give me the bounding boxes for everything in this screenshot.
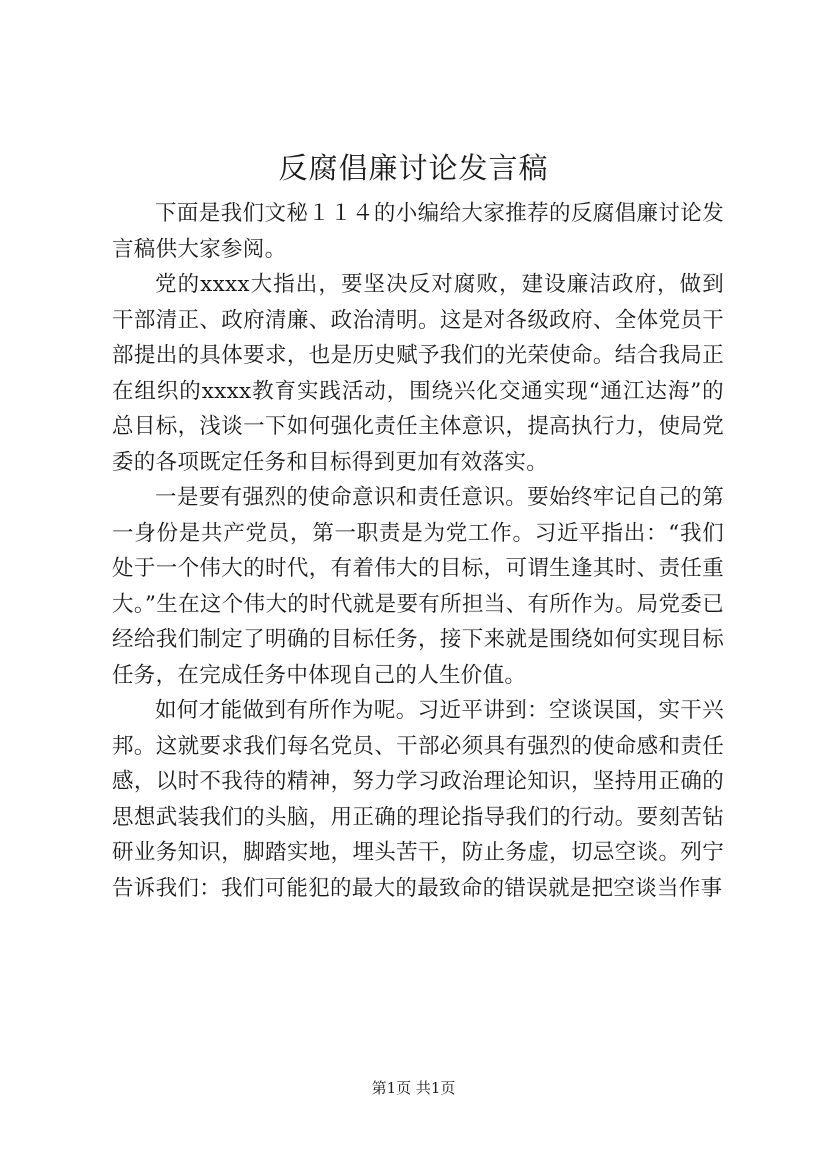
- document-title: 反腐倡廉讨论发言稿: [278, 151, 549, 185]
- paragraph-intro: 下面是我们文秘１１４的小编给大家推荐的反腐倡廉讨论发言稿供大家参阅。: [112, 201, 724, 262]
- page-footer: 第1页 共1页: [371, 1079, 456, 1097]
- paragraph-party-congress: 党的xxxx大指出，要坚决反对腐败，建设廉洁政府，做到干部清正、政府清廉、政治清明。这是对各级政府、全体党员干部提出的具体要求，也是历史赋予我们的光荣使命。结合我局正在组织的xxxx教育实践活动，围绕兴化交通实现“通江达海”的总目标，浅谈一下如何强化责任主体意识，提高执行力，使局党委的各项既定任务和目标得到更加有效落实。: [112, 272, 724, 475]
- paragraph-mission-responsibility: 一是要有强烈的使命意识和责任意识。要始终牢记自己的第一身份是共产党员，第一职责是为党工作。习近平指出：“我们处于一个伟大的时代，有着伟大的目标，可谓生逢其时、责任重大。”生在这个伟大的时代就是要有所担当、有所作为。局党委已经给我们制定了明确的目标任务，接下来就是围绕如何实现目标任务，在完成任务中体现自己的人生价值。: [112, 485, 724, 688]
- document-body: [112, 196, 724, 906]
- paragraph-how-to-act: 如何才能做到有所作为呢。习近平讲到：空谈误国，实干兴邦。这就要求我们每名党员、干部必须具有强烈的使命感和责任感，以时不我待的精神，努力学习政治理论知识，坚持用正确的思想武装我们的头脑，用正确的理论指导我们的行动。要刻苦钻研业务知识，脚踏实地，埋头苦干，防止务虚，切忌空谈。列宁告诉我们：我们可能犯的最大的最致命的错误就是把空谈当作事: [112, 698, 724, 901]
